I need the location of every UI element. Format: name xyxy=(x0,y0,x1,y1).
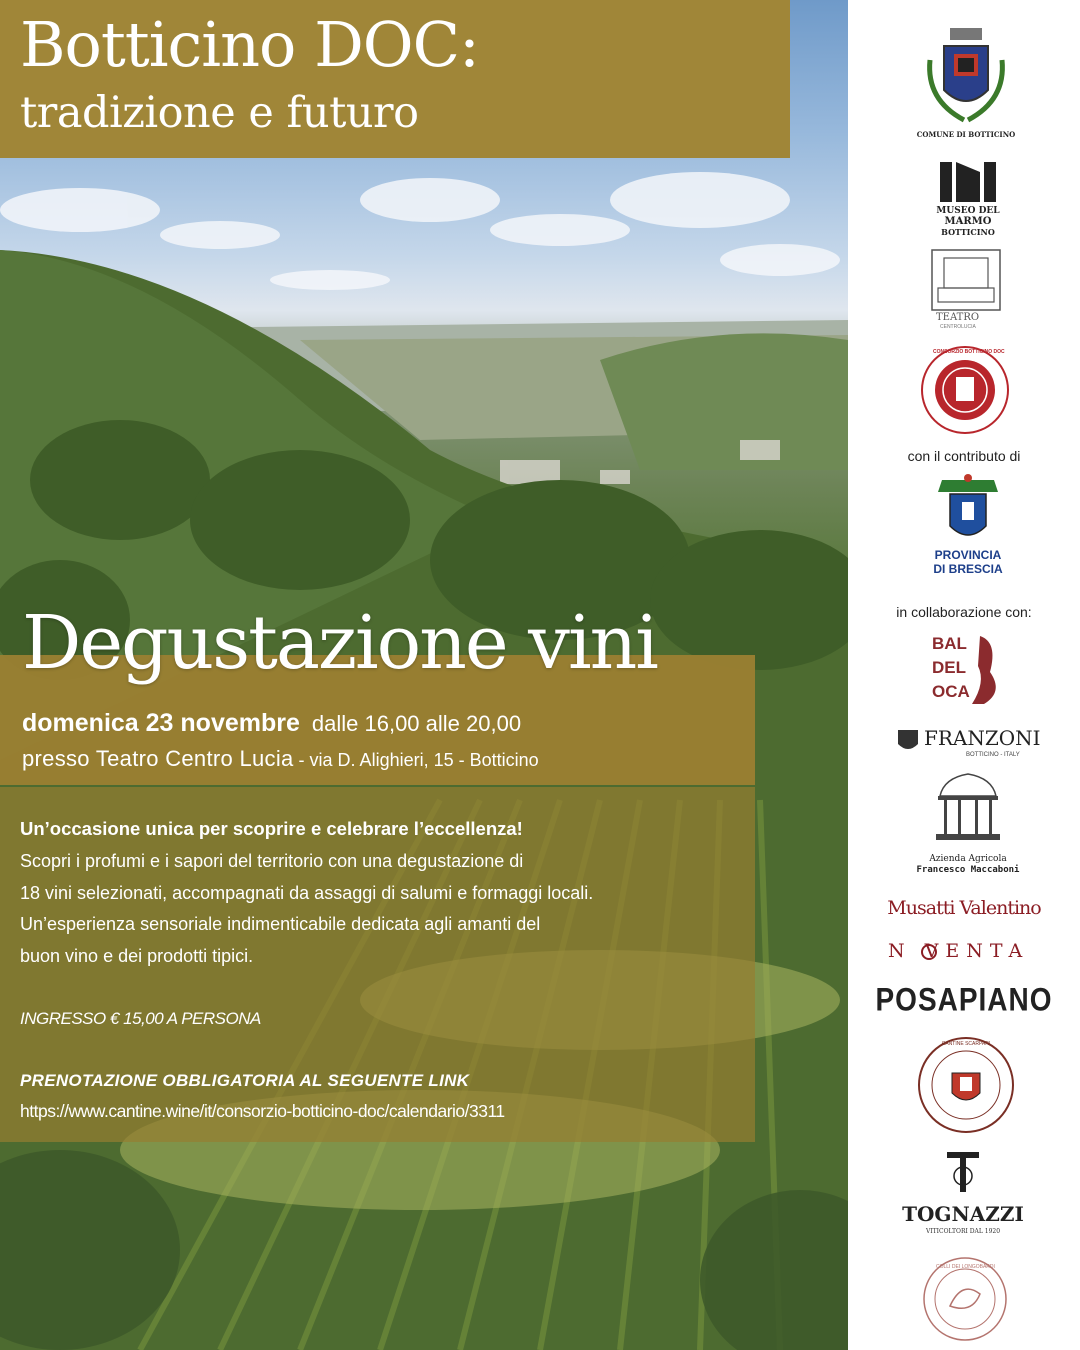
poster-title: Botticino DOC: xyxy=(20,8,479,81)
musatti-logo: Musatti Valentino xyxy=(887,897,1041,919)
temple-icon xyxy=(928,770,1008,846)
franzoni-subcaption: BOTTICINO - ITALY xyxy=(966,752,1020,758)
longobardi-caption: COLLI DEI LONGOBARDI xyxy=(936,1264,995,1270)
tognazzi-t-icon xyxy=(943,1148,983,1196)
franzoni-logo xyxy=(896,726,1046,766)
booking-notice: PRENOTAZIONE OBBLIGATORIA AL SEGUENTE LINK xyxy=(20,1071,470,1090)
maccaboni-logo xyxy=(908,770,1028,880)
baldeloca-caption-1: BAL xyxy=(932,634,967,653)
crest-icon xyxy=(916,20,1016,130)
event-venue-line xyxy=(22,746,539,772)
event-title: Degustazione vini xyxy=(22,600,657,686)
provincia-caption-1: PROVINCIA xyxy=(934,548,1002,562)
info-line: Scopri i profumi e i sapori del territorio con una degustazione di xyxy=(20,851,524,871)
info-line: Un’esperienza sensoriale indimenticabile dedicata agli amanti del xyxy=(20,914,541,934)
info-line: buon vino e dei prodotti tipici. xyxy=(20,945,254,966)
tognazzi-logo xyxy=(888,1148,1038,1248)
contributo-label: con il contributo di xyxy=(907,448,1021,464)
info-description xyxy=(20,846,593,972)
posapiano-logo: POSAPIANO xyxy=(875,981,1053,1018)
museum-mark-icon xyxy=(938,160,998,204)
ticket-price: INGRESSO € 15,00 A PERSONA xyxy=(20,1009,261,1028)
maccaboni-caption-2: Francesco Maccaboni xyxy=(916,865,1020,875)
sponsor-column xyxy=(848,0,1080,1350)
teatro-caption: TEATRO xyxy=(936,312,980,323)
noventa-logo xyxy=(888,940,1048,966)
museo-marmo-logo xyxy=(928,160,1008,240)
collaborazione-label: in collaborazione con: xyxy=(896,604,1032,620)
museo-caption-2: MARMO xyxy=(944,216,992,227)
baldeloca-caption-3: OCA xyxy=(932,682,970,701)
noventa-o-icon xyxy=(920,943,938,961)
comune-botticino-logo xyxy=(916,20,1016,140)
scarpari-seal-icon xyxy=(916,1035,1016,1135)
event-date: domenica 23 novembre xyxy=(22,709,300,737)
booking-link[interactable]: https://www.cantine.wine/it/consorzio-botticino-doc/calendario/3311 xyxy=(20,1101,505,1121)
info-line: 18 vini selezionati, accompagnati da assaggi di salumi e formaggi locali. xyxy=(20,882,594,903)
consorzio-caption: CONSORZIO BOTTICINO DOC xyxy=(933,349,1005,355)
longobardi-logo xyxy=(922,1256,1008,1342)
event-date-line xyxy=(22,709,521,738)
event-address: - via D. Alighieri, 15 - Botticino xyxy=(293,750,539,770)
event-venue: presso Teatro Centro Lucia xyxy=(22,746,294,771)
comune-caption: COMUNE DI BOTTICINO xyxy=(916,130,1016,139)
provincia-brescia-logo xyxy=(928,470,1008,585)
scarpari-logo xyxy=(916,1035,1016,1135)
event-time: dalle 16,00 alle 20,00 xyxy=(311,711,522,736)
consorzio-logo xyxy=(920,345,1010,435)
provincia-crest-icon xyxy=(928,470,1008,548)
theatre-icon xyxy=(928,248,1004,316)
info-headline: Un’occasione unica per scoprire e celebrare l’eccellenza! xyxy=(20,818,523,839)
baldeloca-caption-2: DEL xyxy=(932,658,966,677)
franzoni-caption: FRANZONI xyxy=(924,726,1041,750)
provincia-caption-2: DI BRESCIA xyxy=(933,562,1003,576)
maccaboni-caption-1: Azienda Agricola xyxy=(929,854,1007,864)
museo-caption-3: BOTTICINO xyxy=(941,227,995,237)
teatro-subcaption: CENTROLUCIA xyxy=(940,324,976,330)
poster-subtitle: tradizione e futuro xyxy=(20,88,419,138)
scarpari-caption: CANTINE SCARPARI xyxy=(941,1041,991,1047)
tognazzi-caption: TOGNAZZI xyxy=(902,1202,1024,1226)
tognazzi-subcaption: VITICOLTORI DAL 1920 xyxy=(925,1228,1001,1235)
noventa-caption: N VENTA xyxy=(888,940,1030,962)
franzoni-crest-icon xyxy=(896,728,920,754)
baldeloca-logo xyxy=(928,632,1008,712)
teatro-logo xyxy=(928,248,1008,338)
seal-icon xyxy=(920,345,1010,435)
museo-caption-1: MUSEO DEL xyxy=(936,206,1000,216)
